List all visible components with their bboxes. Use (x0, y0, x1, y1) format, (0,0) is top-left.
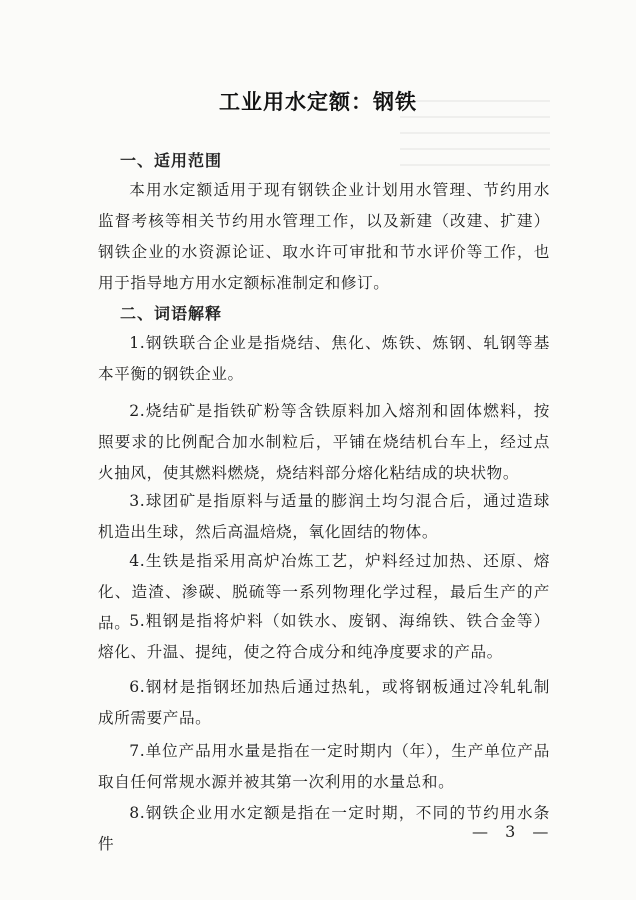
page-number: — 3 — (472, 822, 555, 841)
definition-item-5: 5.粗钢是指将炉料（如铁水、废钢、海绵铁、铁合金等）熔化、升温、提纯，使之符合成分和纯净度要求的产品。 (98, 612, 550, 661)
document-title: 工业用水定额：钢铁 (219, 89, 417, 114)
definition-item-6: 6.钢材是指钢坯加热后通过热轧，或将钢板通过冷轧轧制成所需要产品。 (98, 678, 550, 727)
definition-item-4: 4.生铁是指采用高炉冶炼工艺，炉料经过加热、还原、熔化、造渣、渗碳、脱硫等一系列物理化学过程，最后生产的产品。 (98, 552, 550, 632)
definition-item-7: 7.单位产品用水量是指在一定时期内（年），生产单位产品取自任何常规水源并被其第一次利用的水量总和。 (98, 742, 550, 791)
paragraph-scope: 本用水定额适用于现有钢铁企业计划用水管理、节约用水监督考核等相关节约用水管理工作，以及新建（改建、扩建）钢铁企业的水资源论证、取水许可审批和节水评价等工作，也用于指导地方用水定额标准制定和修订。 (98, 181, 550, 292)
definition-item-1: 1.钢铁联合企业是指烧结、焦化、炼铁、炼钢、轧钢等基本平衡的钢铁企业。 (98, 334, 550, 383)
section-heading-scope: 一、适用范围 (120, 151, 223, 170)
definition-item-2: 2.烧结矿是指铁矿粉等含铁原料加入熔剂和固体燃料，按照要求的比例配合加水制粒后，平铺在烧结机台车上，经过点火抽风，使其燃料燃烧，烧结料部分熔化粘结成的块状物。 (98, 402, 550, 482)
section-heading-definitions: 二、词语解释 (120, 304, 223, 323)
definition-item-8: 8.钢铁企业用水定额是指在一定时期，不同的节约用水条件 (98, 804, 550, 853)
definition-item-3: 3.球团矿是指原料与适量的膨润土均匀混合后，通过造球机造出生球，然后高温焙烧，氧化固结的物体。 (98, 492, 550, 541)
